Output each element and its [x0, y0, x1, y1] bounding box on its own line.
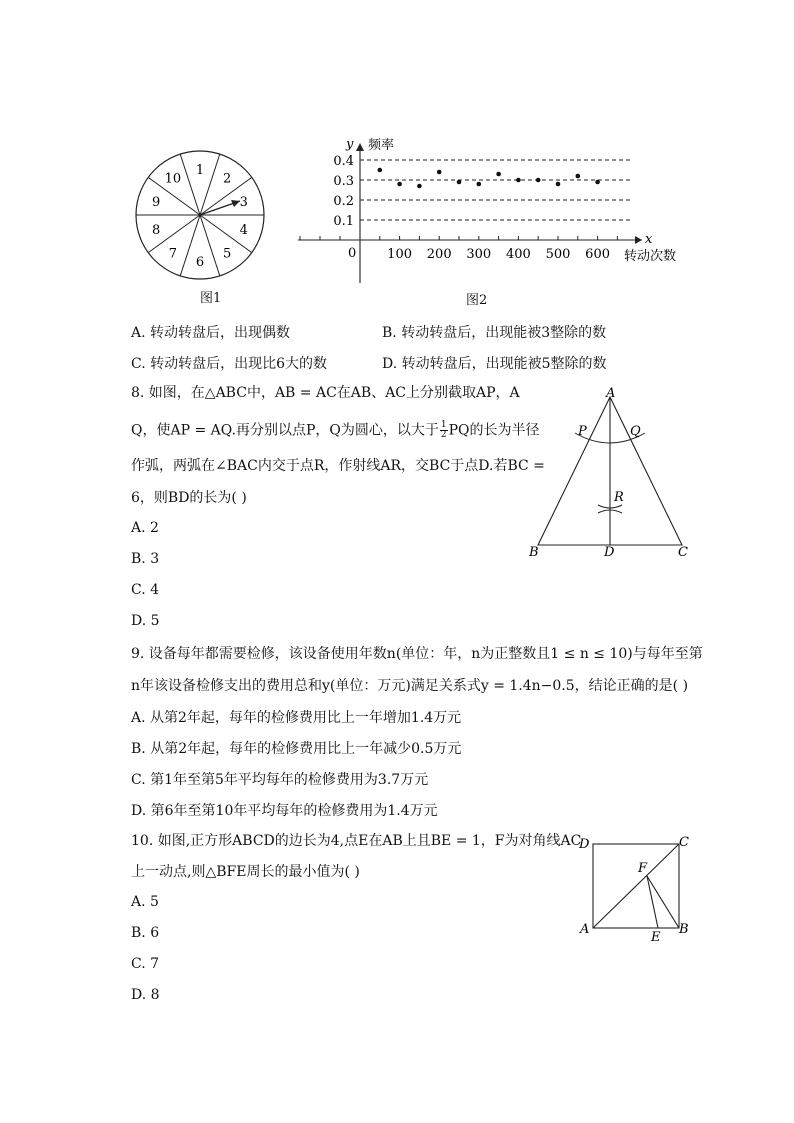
label-b: B — [679, 922, 689, 937]
x-axis-letter: x — [645, 232, 653, 247]
label-f: F — [638, 861, 648, 876]
data-point-8 — [516, 178, 521, 183]
q10-line-1: 10. 如图,正方形ABCD的边长为4,点E在AB上且BE = 1，F为对角线AC — [131, 833, 582, 849]
q8-option-a: A. 2 — [131, 520, 159, 536]
label-a: A — [580, 922, 590, 937]
spinner-label-10: 10 — [164, 171, 182, 187]
q8-frac-den: 2 — [440, 430, 447, 440]
label-d: D — [604, 545, 615, 560]
data-point-3 — [417, 184, 422, 189]
label-d: D — [579, 837, 590, 852]
q7-option-d: D. 转动转盘后，出现能被5整除的数 — [382, 356, 607, 372]
q8-line-3: 作弧，两弧在∠BAC内交于点R，作射线AR，交BC于点D.若BC = — [131, 458, 545, 474]
chart-grid — [360, 160, 630, 220]
figure-1-spinner — [130, 140, 270, 280]
q8-option-b: B. 3 — [131, 551, 160, 567]
q8-frac-num: 1 — [440, 420, 447, 430]
spinner-label-8: 8 — [152, 223, 161, 239]
y-tick-label-1: 0.4 — [333, 154, 354, 169]
y-tick-label-4: 0.1 — [333, 214, 354, 229]
x-tick-label-5: 500 — [545, 247, 571, 262]
spinner-label-5: 5 — [222, 246, 232, 262]
data-point-2 — [397, 182, 402, 187]
data-point-12 — [595, 180, 600, 185]
data-point-10 — [556, 182, 561, 187]
data-point-5 — [457, 180, 462, 185]
segment-fb — [647, 876, 679, 928]
spinner-svg — [130, 140, 270, 280]
x-tick-label-6: 600 — [585, 247, 611, 262]
spinner-label-9: 9 — [152, 194, 161, 210]
q9-option-c: C. 第1年至第5年平均每年的检修费用为3.7万元 — [131, 772, 429, 788]
x-tick-label-2: 200 — [426, 247, 452, 262]
q9-option-b: B. 从第2年起，每年的检修费用比上一年减少0.5万元 — [131, 741, 462, 757]
q7-option-a: A. 转动转盘后，出现偶数 — [131, 325, 291, 341]
q8-line-2 — [131, 421, 540, 440]
frequency-chart-svg — [290, 135, 690, 285]
x-axis-title: 转动次数 — [624, 249, 677, 264]
q8-option-c: C. 4 — [131, 582, 160, 598]
x-tick-label-3: 300 — [466, 247, 492, 262]
label-e: E — [651, 930, 661, 945]
q9-line-2: n年该设备检修支出的费用总和y(单位：万元)满足关系式y = 1.4n−0.5，结论正确的是( ) — [131, 678, 689, 694]
q8-triangle-figure — [525, 385, 700, 560]
label-p: P — [578, 424, 587, 439]
q8-line-2a: Q，使AP = AQ.再分别以点P，Q为圆心，以大于 — [131, 422, 439, 439]
q9-line-1: 9. 设备每年都需要检修，该设备使用年数n(单位：年，n为正整数且1 ≤ n ≤ 10)与每年至第 — [131, 646, 703, 662]
data-point-9 — [536, 178, 541, 183]
q8-triangle-svg — [525, 385, 700, 560]
q8-line-4: 6，则BD的长为( ) — [131, 490, 247, 506]
q10-option-c: C. 7 — [131, 956, 160, 972]
spinner-label-2: 2 — [222, 171, 232, 187]
q9-option-d: D. 第6年至第10年平均每年的检修费用为1.4万元 — [131, 803, 438, 819]
data-point-11 — [576, 174, 581, 179]
q10-option-b: B. 6 — [131, 925, 160, 941]
label-a: A — [606, 386, 616, 401]
diagonal-ac — [593, 844, 679, 928]
spinner-label-3: 3 — [239, 194, 248, 210]
x-tick-label-1: 100 — [387, 247, 413, 262]
y-axis-title: 频率 — [368, 138, 395, 153]
data-point-7 — [496, 172, 501, 177]
y-axis-arrow — [356, 143, 364, 151]
label-b: B — [529, 545, 539, 560]
q10-square-svg — [575, 830, 695, 945]
q10-option-d: D. 8 — [131, 987, 160, 1003]
q10-option-a: A. 5 — [131, 894, 159, 910]
q8-line-2b: PQ的长为半径 — [448, 422, 540, 439]
q8-option-d: D. 5 — [131, 613, 160, 629]
label-c: C — [678, 545, 688, 560]
figure-1-caption: 图1 — [200, 291, 222, 306]
x-tick-label-4: 400 — [505, 247, 531, 262]
q10-line-2: 上一动点,则△BFE周长的最小值为( ) — [131, 864, 360, 880]
y-tick-label-2: 0.3 — [333, 174, 354, 189]
y-axis-letter: y — [346, 137, 354, 152]
label-c: C — [679, 835, 689, 850]
segment-fe — [647, 876, 658, 928]
origin-label: 0 — [348, 246, 357, 261]
q10-square-figure — [575, 830, 695, 945]
chart-points — [378, 168, 600, 189]
q7-option-c: C. 转动转盘后，出现比6大的数 — [131, 356, 328, 372]
q8-line-1: 8. 如图，在△ABC中，AB = AC在AB、AC上分别截取AP，A — [131, 385, 520, 401]
spinner-label-6: 6 — [195, 255, 205, 271]
spinner-label-7: 7 — [168, 246, 178, 262]
data-point-1 — [378, 168, 383, 173]
x-axis-arrow — [635, 236, 642, 244]
label-q: Q — [630, 424, 641, 439]
spinner-label-1: 1 — [195, 162, 205, 178]
q8-fraction — [440, 421, 448, 440]
data-point-6 — [477, 182, 482, 187]
y-tick-label-3: 0.2 — [333, 194, 354, 209]
q9-option-a: A. 从第2年起，每年的检修费用比上一年增加1.4万元 — [131, 710, 462, 726]
figure-2-chart — [290, 135, 690, 285]
q7-option-b: B. 转动转盘后，出现能被3整除的数 — [382, 325, 607, 341]
data-point-4 — [437, 170, 442, 175]
spinner-label-4: 4 — [239, 223, 248, 239]
figure-2-caption: 图2 — [466, 293, 488, 308]
label-r: R — [614, 490, 624, 505]
